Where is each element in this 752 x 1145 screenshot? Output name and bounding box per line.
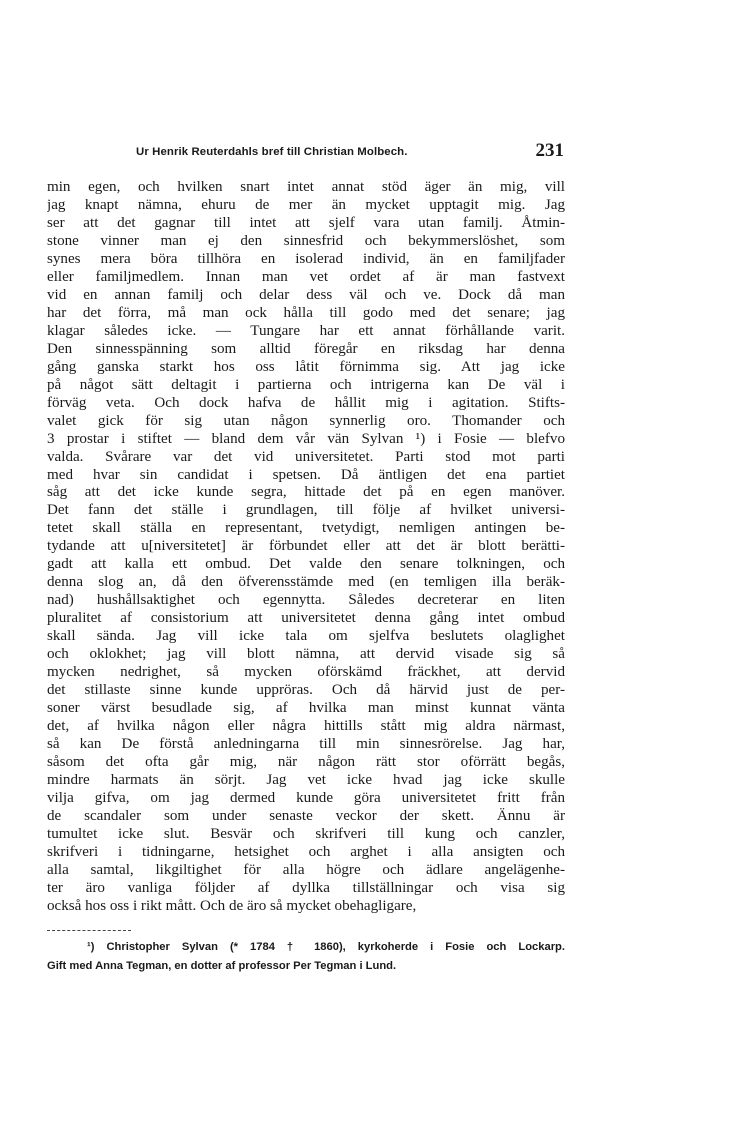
text-line: också hos oss i rikt mått. Och de äro så mycket obehagligare, [47, 897, 417, 914]
text-line: valet gick för sig utan någon synnerlig oro. Thomander och [47, 412, 565, 429]
text-line: synes mera böra tillhöra en isolerad individ, än en familjfader [47, 250, 565, 267]
text-line: såsom det ofta går mig, när någon rätt stor oförrätt begås, [47, 754, 565, 770]
text-line: mycken nedrighet, så mycken oförskämd fräckhet, att dervid [47, 664, 565, 681]
text-line: skrifveri i tidningarne, hetsighet och arghet i alla ansigten och [47, 843, 565, 860]
text-line: gadt att kalla ett ombud. Det valde den senare tolkningen, och [47, 556, 565, 573]
text-line: så kan De förstå anledningarna till min sinnesrörelse. Jag har, [47, 736, 565, 753]
text-line: nad) hushållsaktighet och egennytta. Således decreterar en liten [47, 592, 565, 609]
text-line: tumultet icke slut. Besvär och skrifveri till kung och canzler, [47, 825, 565, 842]
text-line: med hvar sin candidat i spetsen. Då äntligen det ena partiet [47, 466, 565, 483]
text-line: ser att det gagnar till intet att sjelf vara utan familj. Åtmin- [47, 214, 565, 231]
text-line: eller familjmedlem. Innan man vet ordet af är man fastvext [47, 268, 565, 285]
text-line: 3 prostar i stiftet — bland dem vår vän Sylvan ¹) i Fosie — blefvo [47, 430, 565, 447]
text-line: Den sinnesspänning som alltid föregår en riksdag har denna [47, 340, 565, 357]
page-header [136, 140, 564, 164]
text-line: min egen, och hvilken snart intet annat stöd äger än mig, vill [47, 179, 565, 195]
text-line: tetet skall ställa en representant, tvetydigt, nemligen antingen be- [47, 520, 565, 537]
text-line: alla samtal, likgiltighet för alla högre och ädlare angelägenhe- [47, 861, 565, 878]
text-line: stone vinner man ej den sinnesfrid och bekymmerslöshet, som [47, 232, 565, 249]
footnote-line: ¹) Christopher Sylvan (* 1784 † 1860), kyrkoherde i Fosie och Lockarp. [87, 941, 565, 953]
text-line: har det förra, må man ock hålla till godo med det senare; jag [47, 304, 565, 321]
text-line: gång ganska starkt hos oss låtit förnimma sig. Att jag icke [47, 358, 565, 375]
text-line: vilja gifva, om jag dermed kunde göra universitetet fritt från [47, 789, 565, 806]
text-line: de scandaler som under senaste veckor der skett. Ännu är [47, 807, 565, 824]
text-line: skall sända. Jag vill icke tala om sjelfva beslutets olaglighet [47, 628, 565, 645]
text-line: mindre harmats än sörjt. Jag vet icke hvad jag icke skulle [47, 771, 565, 788]
text-line: ter äro vanliga följder af dyllka tillställningar och visa sig [47, 879, 565, 896]
text-line: på något sätt deltagit i partierna och intrigerna kan De väl i [47, 376, 565, 393]
footnote-line: Gift med Anna Tegman, en dotter af professor Per Tegman i Lund. [47, 960, 397, 972]
text-line: det, af hvilka någon eller några hittills stått mig aldra närmast, [47, 718, 565, 735]
text-line: klagar således icke. — Tungare har ett annat förhållande varit. [47, 322, 565, 339]
text-line: Det fann det ställe i grundlagen, till följe af hvilket universi- [47, 502, 565, 519]
text-line: pluralitet af consistorium att universitetet denna gång intet ombud [47, 610, 565, 627]
text-line: jag knapt nämna, ehuru de mer än mycket upptagit mig. Jag [47, 196, 565, 213]
footnote [47, 938, 565, 976]
text-line: förväg veta. Och dock hafva de hållit mig i agitation. Stifts- [47, 394, 565, 411]
footnote-separator [47, 930, 131, 931]
text-line: denna slog an, då den öfverensstämde med (en temligen illa beräk- [47, 574, 565, 591]
text-line: vid en annan familj och delar dess väl och ve. Dock då man [47, 286, 565, 303]
text-line: såg att det icke kunde segra, hittade det på en egen manöver. [47, 484, 565, 501]
body-text [47, 179, 565, 916]
page-number: 231 [535, 140, 564, 161]
text-line: och oklokhet; jag vill blott nämna, att dervid visade sig så [47, 646, 565, 663]
text-line: soner värst besudlade sig, af hvilka man minst kunnat vänta [47, 700, 565, 717]
text-line: valda. Svårare var det vid universitetet. Parti stod mot parti [47, 448, 565, 465]
text-line: det stillaste sinne kunde uppröras. Och då härvid just de per- [47, 682, 565, 699]
running-head: Ur Henrik Reuterdahls bref till Christian Molbech. [136, 146, 408, 158]
text-line: tydande att u[niversitetet] är förbundet eller att det är blott berätti- [47, 538, 565, 555]
